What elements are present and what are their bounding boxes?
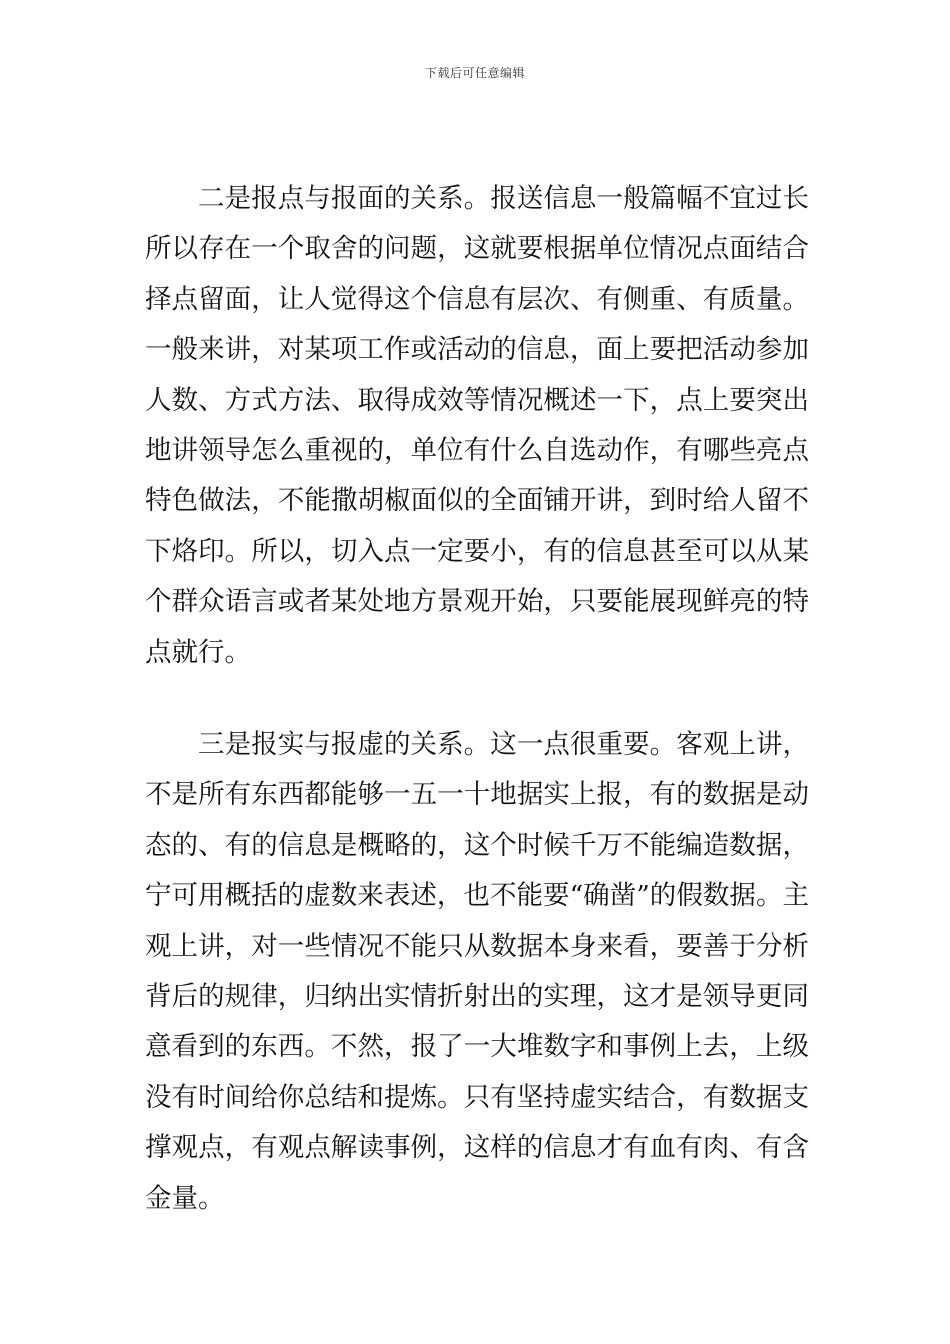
header-note: 下载后可任意编辑 <box>424 66 525 80</box>
body-paragraph: 二是报点与报面的关系。报送信息一般篇幅不宜过长所以存在一个取舍的问题，这就要根据单位情况点面结合择点留面，让人觉得这个信息有层次、有侧重、有质量。一般来讲，对某项工作或活动的信息，面上要把活动参加人数、方式方法、取得成效等情况概述一下，点上要突出地讲领导怎么重视的，单位有什么自选动作，有哪些亮点特色做法，不能撒胡椒面似的全面铺开讲，到时给人留不下烙印。所以，切入点一定要小，有的信息甚至可以从某个群众语言或者某处地方景观开始，只要能展现鲜亮的特点就行。 <box>145 183 809 668</box>
body-paragraph: 三是报实与报虚的关系。这一点很重要。客观上讲，不是所有东西都能够一五一十地据实上报，有的数据是动态的、有的信息是概略的，这个时候千万不能编造数据，宁可用概括的虚数来表述，也不能要“确凿”的假数据。主观上讲，对一些情况不能只从数据本身来看，要善于分析背后的规律，归纳出实情折射出的实理，这才是领导更同意看到的东西。不然，报了一大堆数字和事例上去，上级没有时间给你总结和提炼。只有坚持虚实结合，有数据支撑观点，有观点解读事例，这样的信息才有血有肉、有含金量。 <box>145 729 809 1214</box>
